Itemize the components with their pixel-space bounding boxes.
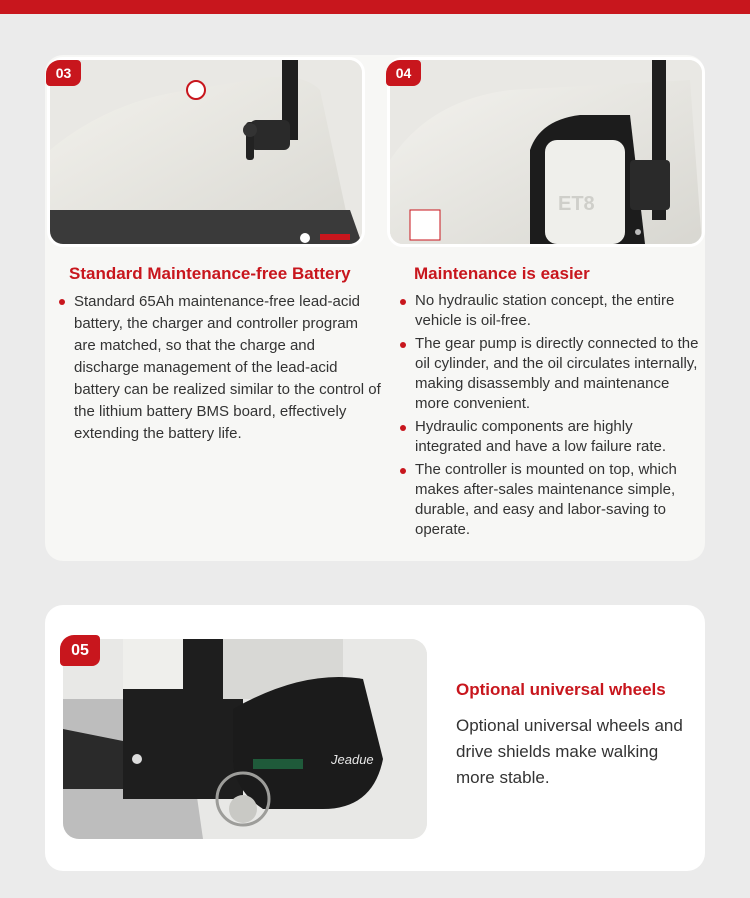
feature-title-battery: Standard Maintenance-free Battery <box>69 264 351 283</box>
list-item: Hydraulic components are highly integrated and have a low failure rate. <box>400 417 700 457</box>
maintenance-bullet-list <box>400 291 700 543</box>
battery-bullet-list <box>59 291 381 445</box>
features-card-05 <box>45 605 705 871</box>
list-item: The gear pump is directly connected to the oil cylinder, and the oil circulates internally, making disassembly and maintenance more convenient. <box>400 334 700 414</box>
battery-cover-photo <box>47 57 365 247</box>
feature-description-universal-wheels: Optional universal wheels and drive shields make walking more stable. <box>456 716 683 787</box>
et8-model-label: ET8 <box>558 193 595 215</box>
feature-badge-05: 05 <box>60 635 100 666</box>
controller-top-photo <box>387 57 705 247</box>
list-item: No hydraulic station concept, the entire vehicle is oil-free. <box>400 291 700 331</box>
svg-text:Jeadue: Jeadue <box>331 752 374 767</box>
feature-badge-03: 03 <box>46 60 81 86</box>
features-card-03-04 <box>45 55 705 561</box>
list-item: Standard 65Ah maintenance-free lead-acid battery, the charger and controller program are matched, so that the charge and discharge management of the lead-acid battery can be realized similar to the control of the lithium battery BMS board, effectively extending the battery life. <box>59 291 381 445</box>
feature-title-maintenance: Maintenance is easier <box>414 264 590 283</box>
list-item: The controller is mounted on top, which makes after-sales maintenance simple, durable, and easy and labor-saving to operate. <box>400 460 700 540</box>
feature-badge-04: 04 <box>386 60 421 86</box>
top-accent-bar <box>0 0 750 14</box>
feature-title-universal-wheels: Optional universal wheels <box>456 680 666 699</box>
universal-wheels-photo <box>63 639 427 839</box>
